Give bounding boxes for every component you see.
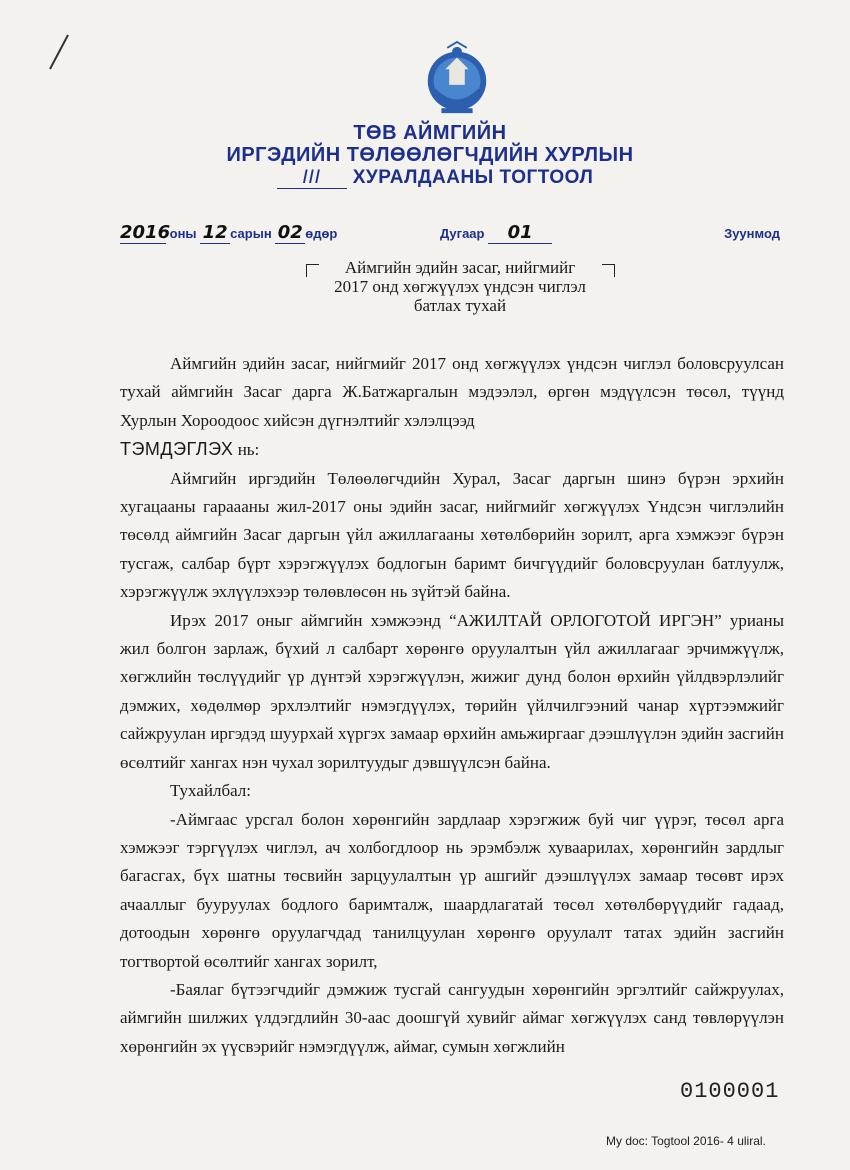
paragraph-6: -Баялаг бүтээгчдийг дэмжиж тусгай сангуудын хөрөнгийн эргэлтийг сайжруулах, аймгийн шилжих үлдэгдлийн 30-аас доошгүй хувийг аймаг хөгжүүлэх санд төвлөрүүлэн хөрөнгийн эх үүсвэрийг нэмэгдүүлж, аймаг, сумын хөгжлийн: [120, 979, 784, 1056]
title-line-1: Аймгийн эдийн засаг, нийгмийг: [344, 258, 576, 277]
header-aimag-name: ТӨВ АЙМГИЙН: [353, 122, 507, 144]
paragraph-1: [120, 350, 784, 465]
header-council-name: ИРГЭДИЙН ТӨЛӨӨЛӨГЧДИЙН ХУРЛЫН: [226, 144, 634, 166]
document-body: [120, 350, 784, 1061]
pen-stroke-mark: [46, 32, 72, 72]
date-day: 02: [275, 222, 305, 244]
title-line-2: 2017 онд хөгжүүлэх үндсэн чиглэл: [334, 277, 586, 296]
resolution-number: [440, 222, 552, 244]
number-label: Дугаар: [440, 226, 485, 241]
date-row: [120, 222, 780, 248]
resolution-date: [120, 222, 337, 244]
date-month-suffix: сарын: [230, 226, 272, 241]
date-year-suffix: оны: [169, 226, 197, 241]
document-title: [300, 258, 620, 315]
date-month: 12: [200, 222, 230, 244]
paragraph-2: Аймгийн иргэдийн Төлөөлөгчдийн Хурал, Засаг даргын шинэ бүрэн эрхийн хугацааны гараааны жил-2017 оны эдийн засаг, нийгмийг хөгжүүлэх Үндсэн чиглэлийн төсөлд аймгийн Засаг даргын үйл ажиллагааны хөтөлбөрийн зорилт, арга хэмжээг бүрэн тусгаж, салбар бүрт хэрэгжүүлэх бодлогын баримт бичгүүдийг боловсруулан батлуулж, хэрэгжүүлж эхлүүлэхээр төлөвлөсөн нь зүйтэй байна.: [120, 468, 784, 602]
note-keyword: ТЭМДЭГЛЭХ: [120, 439, 234, 460]
serial-number: 0100001: [680, 1079, 780, 1104]
session-number: III: [277, 166, 347, 189]
date-day-suffix: өдөр: [305, 226, 338, 241]
paragraph-4: Тухайлбал:: [170, 781, 251, 801]
paragraph-1-text: Аймгийн эдийн засаг, нийгмийг 2017 онд хөгжүүлэх үндсэн чиглэл боловсруулсан тухай аймгийн Засаг дарга Ж.Батжаргалын мэдээлэл, өргөн мэдүүлсэн төсөл, түүнд Хурлын Хороодоос хийсэн дүгнэлтийг хэлэлцээд: [120, 354, 784, 430]
paragraph-5: -Аймгаас урсгал болон хөрөнгийн зардлаар хэрэгжиж буй чиг үүрэг, төсөл арга хэмжээг тэргүүлэх чиглэл, ач холбогдлоор нь эрэмбэлж хуваарилах, хөрөнгийн зардлыг багасгах, бүх шатны төсвийн зарцуулалтын үр ашгийг дээшлүүлэх замаар төсөвт ирэх ачааллыг бууруулах бодлого баримталж, шаардлагатай төсөл хөтөлбөрүүдийг гадаад, дотоодын хөрөнгө оруулагчдад танилцуулан хөрөнгө оруулалт татах эдийн засгийн тогтвортой өсөлтийг хангах зорилт,: [120, 809, 784, 971]
footer-doc-ref: My doc: Togtool 2016- 4 uliral.: [606, 1134, 766, 1148]
number-value: 01: [488, 222, 552, 244]
header-resolution-title: ХУРАЛДААНЫ ТОГТООЛ: [352, 167, 594, 188]
paragraph-1-end: нь:: [233, 440, 260, 460]
date-year: 2016: [120, 222, 171, 243]
state-emblem-icon: [418, 40, 496, 118]
place-name: Зуунмод: [724, 226, 780, 241]
paragraph-3: Ирэх 2017 оныг аймгийн хэмжээнд “АЖИЛТАЙ ОРЛОГОТОЙ ИРГЭН” урианы жил болгон зарлаж, бүхий л салбарт хөрөнгө оруулалтын үйл ажиллагааг эрчимжүүлж, хөгжлийн төслүүдийг үр дүнтэй хэрэгжүүлэн, жижиг дунд болон өрхийн үйлдвэрлэлийг дэмжих, хөдөлмөр эрхлэлтийг нэмэгдүүлэх, төрийн үйлчилгээний чанар хүртээмжийг сайжруулан иргэдэд шуурхай хүргэх замаар өрхийн амьжиргааг дээшлүүлэн эдийн засгийн өсөлтийг хангах нэн чухал зорилтуудыг дэвшүүлсэн байна.: [120, 610, 784, 772]
title-line-3: батлах тухай: [413, 296, 507, 315]
header-resolution-line: [10, 166, 850, 189]
